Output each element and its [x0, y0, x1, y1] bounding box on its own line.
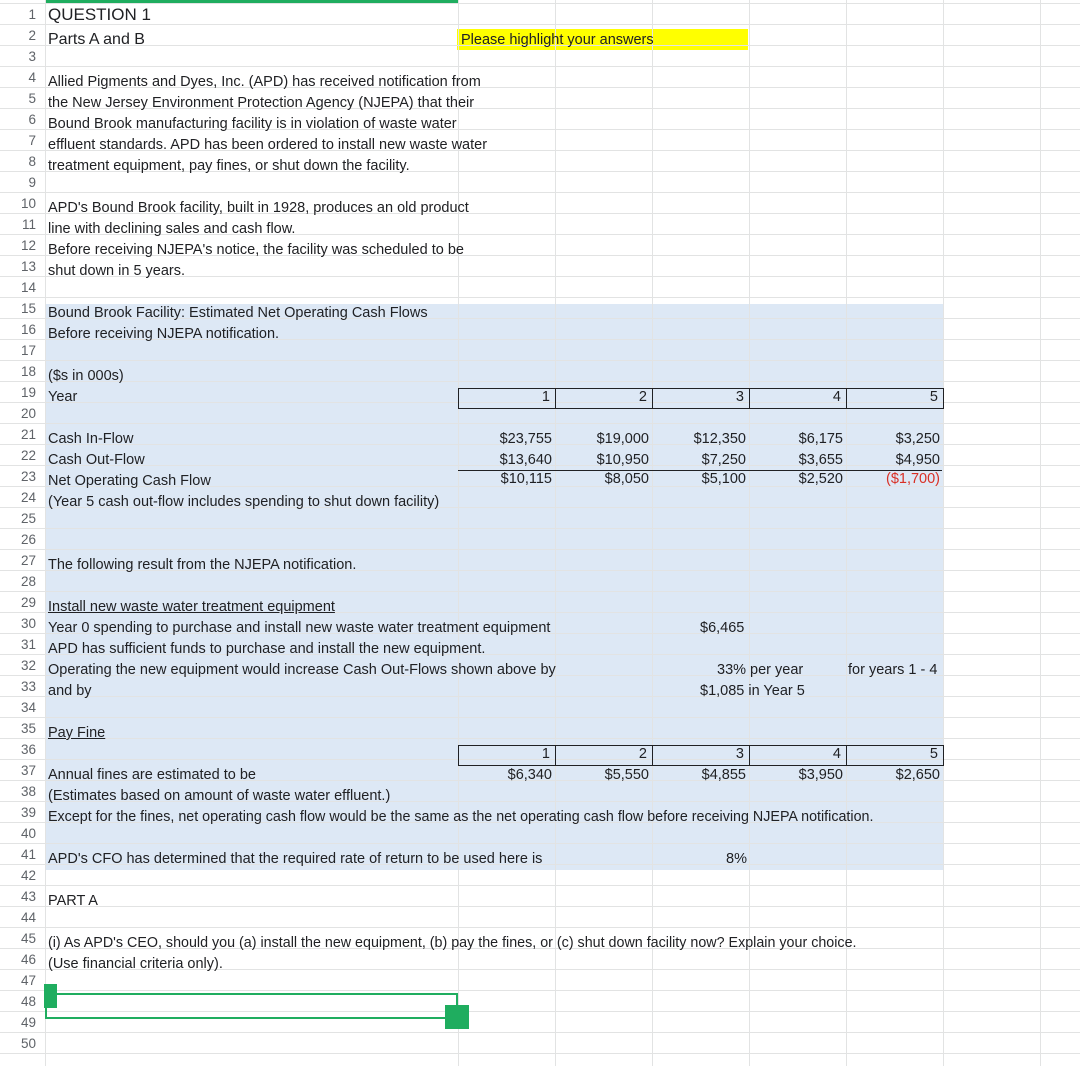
row-number[interactable]: 31: [20, 637, 36, 652]
background-line: APD's Bound Brook facility, built in 1928, produces an old product: [48, 200, 469, 216]
background-line: line with declining sales and cash flow.: [48, 221, 296, 237]
fine-year-header: 5: [929, 746, 938, 762]
row-number[interactable]: 14: [20, 280, 36, 295]
row-gridline: [0, 297, 1080, 298]
row-number[interactable]: 2: [28, 28, 36, 43]
row-gridline: [0, 66, 1080, 67]
year-header: 3: [735, 389, 744, 405]
fine-value[interactable]: $4,855: [701, 767, 746, 783]
row-number[interactable]: 30: [20, 616, 36, 631]
row-number[interactable]: 6: [28, 112, 36, 127]
fine-note: (Estimates based on amount of waste water effluent.): [48, 788, 391, 804]
row-number[interactable]: 17: [20, 343, 36, 358]
row-number[interactable]: 47: [20, 973, 36, 988]
row-gridline: [0, 885, 1080, 886]
cash-inflow-value[interactable]: $19,000: [596, 431, 649, 447]
background-line: shut down in 5 years.: [48, 263, 186, 279]
cash-inflow-value[interactable]: $6,175: [798, 431, 843, 447]
net-cashflow-label: Net Operating Cash Flow: [48, 473, 211, 489]
row-number[interactable]: 48: [20, 994, 36, 1009]
row-number[interactable]: 44: [20, 910, 36, 925]
row-gridline: [0, 591, 1080, 592]
row-number[interactable]: 35: [20, 721, 36, 736]
row-gridline: [0, 1053, 1080, 1054]
row-gridline: [0, 927, 1080, 928]
install-line: APD has sufficient funds to purchase and install the new equipment.: [48, 641, 486, 657]
required-rate[interactable]: 8%: [726, 851, 747, 867]
row-gridline: [0, 990, 1080, 991]
install-line: Operating the new equipment would increase Cash Out-Flows shown above by: [48, 662, 556, 678]
highlight-note: Please highlight your answers: [461, 32, 654, 48]
question-parts: Parts A and B: [48, 31, 145, 48]
cash-outflow-value[interactable]: $10,950: [596, 452, 649, 468]
year-header: 5: [929, 389, 938, 405]
increase-year5[interactable]: $1,085 in Year 5: [700, 683, 805, 699]
net-cashflow-value[interactable]: $10,115: [500, 471, 552, 487]
row-number[interactable]: 13: [20, 259, 36, 274]
row-number[interactable]: 32: [20, 658, 36, 673]
fine-label: Annual fines are estimated to be: [48, 767, 256, 783]
row-number[interactable]: 1: [28, 7, 36, 22]
row-number[interactable]: 23: [20, 469, 36, 484]
background-line: Before receiving NJEPA's notice, the facility was scheduled to be: [48, 242, 464, 258]
cash-outflow-value[interactable]: $3,655: [798, 452, 843, 468]
fill-handle[interactable]: [445, 1005, 469, 1029]
fine-value[interactable]: $6,340: [507, 767, 552, 783]
fine-year-header: 4: [832, 746, 841, 762]
row-gridline: [0, 738, 1080, 739]
row-gridline: [0, 696, 1080, 697]
row-number[interactable]: 21: [20, 427, 36, 442]
row-gridline: [0, 423, 1080, 424]
row-number[interactable]: 29: [20, 595, 36, 610]
year-label: Year: [48, 389, 78, 405]
row-number[interactable]: 11: [21, 217, 36, 232]
intro-line: the New Jersey Environment Protection Agency (NJEPA) that their: [48, 95, 475, 111]
cash-outflow-value[interactable]: $7,250: [701, 452, 746, 468]
row-number[interactable]: 25: [20, 511, 36, 526]
row-number[interactable]: 4: [28, 70, 36, 85]
cashflow-subtitle: Before receiving NJEPA notification.: [48, 326, 280, 342]
net-cashflow-value[interactable]: $5,100: [701, 471, 746, 487]
fine-value[interactable]: $5,550: [604, 767, 649, 783]
row-number[interactable]: 15: [20, 301, 36, 316]
year-header: 2: [638, 389, 647, 405]
row-number[interactable]: 34: [20, 700, 36, 715]
fine-year-header: 2: [638, 746, 647, 762]
year-header: 1: [541, 389, 550, 405]
net-cashflow-value[interactable]: $2,520: [798, 471, 843, 487]
fine-note-2: Except for the fines, net operating cash flow would be the same as the net operating cash flow before receiving NJEPA notification.: [48, 809, 874, 825]
part-a-note: (Use financial criteria only).: [48, 956, 223, 972]
intro-line: effluent standards. APD has been ordered to install new waste water: [48, 137, 488, 153]
row-gridline: [0, 192, 1080, 193]
row-number[interactable]: 18: [20, 364, 36, 379]
cash-outflow-value[interactable]: $4,950: [895, 452, 940, 468]
row-gridline: [0, 360, 1080, 361]
row-gridline: [0, 528, 1080, 529]
row-number[interactable]: 49: [20, 1015, 36, 1030]
row-number[interactable]: 8: [28, 154, 36, 169]
row-number[interactable]: 28: [20, 574, 36, 589]
cash-inflow-label: Cash In-Flow: [48, 431, 134, 447]
row-number[interactable]: 24: [20, 490, 36, 505]
install-line: and by: [48, 683, 92, 699]
year-header: 4: [832, 389, 841, 405]
row-number[interactable]: 38: [20, 784, 36, 799]
row-number[interactable]: 7: [28, 133, 36, 148]
row-number[interactable]: 10: [20, 196, 36, 211]
net-cashflow-value[interactable]: $8,050: [604, 471, 649, 487]
cashflow-title: Bound Brook Facility: Estimated Net Operating Cash Flows: [48, 305, 428, 321]
row-gridline: [0, 3, 1080, 4]
row-number[interactable]: 33: [20, 679, 36, 694]
row-number[interactable]: 27: [20, 553, 36, 568]
row-number[interactable]: 36: [20, 742, 36, 757]
row-number[interactable]: 5: [28, 91, 36, 106]
part-a-question: (i) As APD's CEO, should you (a) install the new equipment, (b) pay the fines, or (c) shut down facility now? Explain your choice.: [48, 935, 857, 951]
net-cashflow-value-negative[interactable]: ($1,700): [885, 471, 940, 487]
fine-value[interactable]: $2,650: [895, 767, 940, 783]
row-number[interactable]: 19: [20, 385, 36, 400]
row-number[interactable]: 26: [20, 532, 36, 547]
cash-inflow-value[interactable]: $23,755: [499, 431, 552, 447]
intro-line: Allied Pigments and Dyes, Inc. (APD) has received notification from: [48, 74, 481, 90]
row-number[interactable]: 37: [20, 763, 36, 778]
install-line: Year 0 spending to purchase and install new waste water treatment equipment: [48, 620, 551, 636]
row-number[interactable]: 46: [20, 952, 36, 967]
cash-inflow-value[interactable]: $12,350: [693, 431, 746, 447]
row-number[interactable]: 20: [20, 406, 36, 421]
notification-intro: The following result from the NJEPA notification.: [48, 557, 357, 573]
row-number[interactable]: 12: [20, 238, 36, 253]
year5-note: (Year 5 cash out-flow includes spending to shut down facility): [48, 494, 440, 510]
units-label: ($s in 000s): [48, 368, 124, 384]
increase-years: for years 1 - 4: [848, 662, 938, 678]
cash-outflow-label: Cash Out-Flow: [48, 452, 145, 468]
row-gridline: [0, 906, 1080, 907]
row-number[interactable]: 50: [20, 1036, 36, 1051]
row-number[interactable]: 45: [20, 931, 36, 946]
selected-answer-range[interactable]: [45, 993, 458, 1019]
fine-heading: Pay Fine: [48, 725, 106, 741]
row-number[interactable]: 40: [20, 826, 36, 841]
question-title: QUESTION 1: [48, 5, 151, 24]
row-gridline: [0, 381, 1080, 382]
row-number[interactable]: 22: [20, 448, 36, 463]
row-number[interactable]: 9: [28, 175, 36, 190]
row-gridline: [0, 549, 1080, 550]
fine-year-header: 3: [735, 746, 744, 762]
part-a-heading: PART A: [48, 893, 98, 909]
row-number[interactable]: 3: [28, 49, 36, 64]
intro-line: treatment equipment, pay fines, or shut down the facility.: [48, 158, 410, 174]
fine-year-header: 1: [541, 746, 550, 762]
cash-inflow-value[interactable]: $3,250: [895, 431, 940, 447]
row-gridline: [0, 717, 1080, 718]
fine-value[interactable]: $3,950: [798, 767, 843, 783]
cash-outflow-value[interactable]: $13,640: [499, 452, 552, 468]
row-number[interactable]: 42: [20, 868, 36, 883]
row-number[interactable]: 43: [20, 889, 36, 904]
row-gridline: [0, 843, 1080, 844]
row-number[interactable]: 41: [20, 847, 36, 862]
row-gridline: [0, 1032, 1080, 1033]
row-number[interactable]: 39: [20, 805, 36, 820]
intro-line: Bound Brook manufacturing facility is in violation of waste water: [48, 116, 457, 132]
install-amount[interactable]: $6,465: [700, 620, 745, 636]
row-number[interactable]: 16: [20, 322, 36, 337]
install-heading: Install new waste water treatment equipment: [48, 599, 335, 615]
increase-rate[interactable]: 33% per year: [717, 662, 804, 678]
row-gridline: [0, 24, 1080, 25]
cfo-line: APD's CFO has determined that the required rate of return to be used here is: [48, 851, 543, 867]
